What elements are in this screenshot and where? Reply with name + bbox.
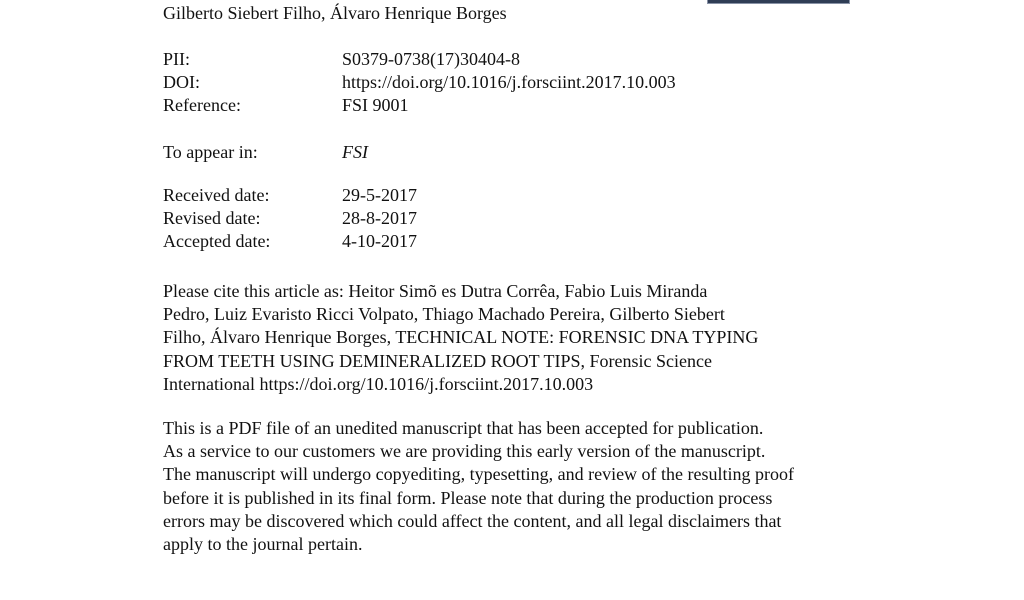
doi-link[interactable]: https://doi.org/10.1016/j.forsciint.2017.10.003	[342, 72, 676, 92]
citation-line: Pedro, Luiz Evaristo Ricci Volpato, Thiago Machado Pereira, Gilberto Siebert	[163, 304, 725, 325]
meta-value: S0379-0738(17)30404-8	[342, 49, 520, 69]
disclaimer-line: The manuscript will undergo copyediting, typesetting, and review of the resulting proof	[163, 464, 795, 485]
meta-label: Reference:	[163, 95, 241, 115]
meta-value: 28-8-2017	[342, 208, 417, 228]
disclaimer-line: As a service to our customers we are providing this early version of the manuscript.	[163, 441, 766, 462]
disclaimer-line: apply to the journal pertain.	[163, 534, 363, 555]
meta-label: To appear in:	[163, 142, 258, 162]
disclaimer-line: This is a PDF file of an unedited manuscript that has been accepted for publication.	[163, 418, 764, 438]
disclaimer-paragraph	[163, 417, 851, 556]
disclaimer-line: errors may be discovered which could affect the content, and all legal disclaimers that	[163, 510, 782, 531]
disclaimer-line: before it is published in its final form. Please note that during the production process	[163, 487, 773, 508]
meta-value: 29-5-2017	[342, 185, 417, 205]
citation-line: Please cite this article as: Heitor Simõ es Dutra Corrêa, Fabio Luis Miranda	[163, 281, 708, 301]
journal-name: FSI	[342, 142, 368, 162]
meta-label: Received date:	[163, 185, 270, 205]
citation-line: Filho, Álvaro Henrique Borges, TECHNICAL NOTE: FORENSIC DNA TYPING	[163, 327, 759, 348]
meta-value: FSI 9001	[342, 95, 409, 115]
citation-line: FROM TEETH USING DEMINERALIZED ROOT TIPS, Forensic Science	[163, 350, 712, 371]
journal-cover-image	[707, 0, 850, 4]
author-list: Gilberto Siebert Filho, Álvaro Henrique Borges	[163, 3, 507, 23]
meta-label: Revised date:	[163, 208, 261, 228]
citation-paragraph	[163, 280, 851, 396]
meta-label: Accepted date:	[163, 231, 271, 251]
meta-label: PII:	[163, 49, 190, 69]
meta-label: DOI:	[163, 72, 200, 92]
meta-value: 4-10-2017	[342, 231, 417, 251]
citation-line: International https://doi.org/10.1016/j.forsciint.2017.10.003	[163, 373, 594, 394]
